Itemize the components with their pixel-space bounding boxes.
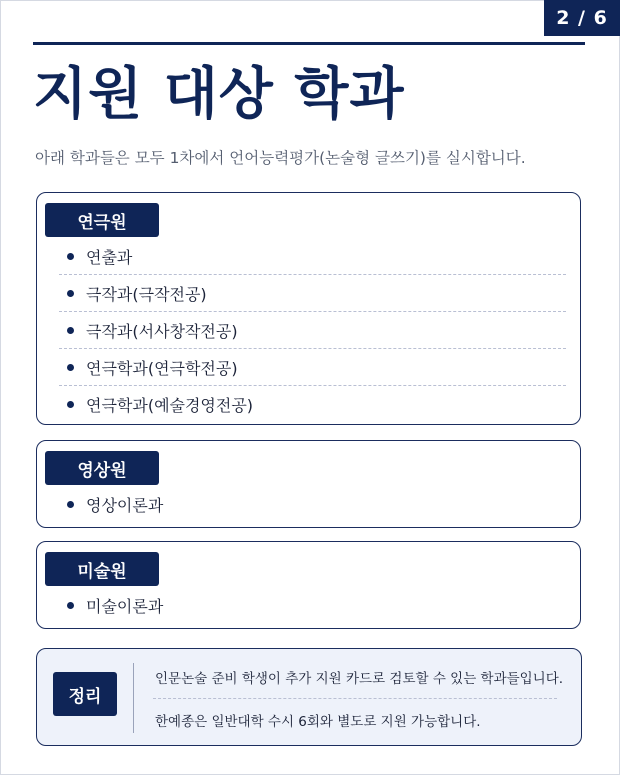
department-item <box>59 275 566 312</box>
group-badge: 영상원 <box>45 451 159 485</box>
summary-divider <box>133 663 134 733</box>
bullet-icon <box>67 327 74 334</box>
summary-line: 한예종은 일반대학 수시 6회와 별도로 지원 가능합니다. <box>155 714 481 730</box>
summary-box <box>36 648 582 746</box>
group-card-film <box>36 440 581 528</box>
page-number: 2 / 6 <box>544 0 620 36</box>
department-name: 극작과(서사창작전공) <box>86 321 238 341</box>
department-name: 영상이론과 <box>86 495 164 515</box>
bullet-icon <box>67 364 74 371</box>
group-badge: 미술원 <box>45 552 159 586</box>
department-item <box>59 349 566 386</box>
page-title: 지원 대상 학과 <box>33 62 405 127</box>
bullet-icon <box>67 290 74 297</box>
department-list <box>59 587 566 623</box>
department-item <box>59 238 566 275</box>
department-item <box>59 312 566 349</box>
department-name: 미술이론과 <box>86 596 164 616</box>
summary-badge: 정리 <box>53 672 117 716</box>
header-rule <box>33 42 585 45</box>
department-list <box>59 238 566 422</box>
bullet-icon <box>67 602 74 609</box>
group-badge: 연극원 <box>45 203 159 237</box>
department-list <box>59 486 566 522</box>
bullet-icon <box>67 253 74 260</box>
department-item <box>59 486 566 522</box>
department-item <box>59 587 566 623</box>
group-card-art <box>36 541 581 629</box>
bullet-icon <box>67 401 74 408</box>
department-name: 연극학과(예술경영전공) <box>86 395 254 415</box>
department-name: 연출과 <box>86 247 133 267</box>
department-item <box>59 386 566 422</box>
department-name: 연극학과(연극학전공) <box>86 358 238 378</box>
department-name: 극작과(극작전공) <box>86 284 207 304</box>
bullet-icon <box>67 501 74 508</box>
summary-line: 인문논술 준비 학생이 추가 지원 카드로 검토할 수 있는 학과들입니다. <box>155 671 564 687</box>
group-card-theatre <box>36 192 581 425</box>
summary-separator <box>153 698 557 699</box>
page-subtitle: 아래 학과들은 모두 1차에서 언어능력평가(논술형 글쓰기)를 실시합니다. <box>35 149 526 167</box>
